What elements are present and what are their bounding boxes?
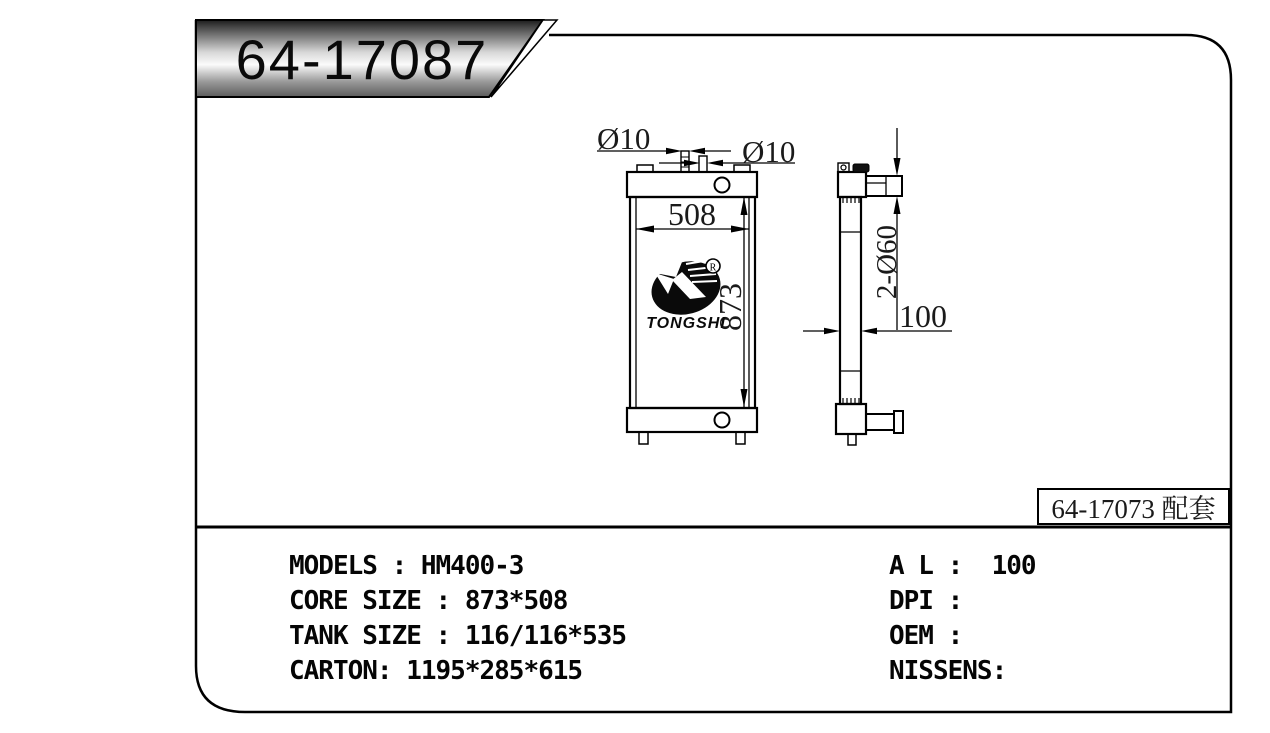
dim-label-pipes: 2-Ø60 (871, 224, 903, 300)
front-bottom-cap (715, 413, 730, 428)
side-top-cap-left (838, 163, 849, 172)
side-bottom-tank (836, 404, 866, 434)
front-inlet-pipe-right (699, 156, 707, 172)
dim-label-depth: 100 (899, 298, 947, 334)
side-core (840, 197, 861, 404)
front-leg-left (639, 432, 648, 444)
spec-column-left (289, 549, 626, 689)
registered-trademark-icon (706, 259, 720, 274)
front-bottom-tank (627, 408, 757, 432)
dim-label-core-width: 508 (668, 196, 716, 232)
front-filler-cap (715, 178, 730, 193)
part-number-title: 64-17087 (235, 27, 489, 91)
spec-carton: CARTON: 1195*285*615 (289, 656, 583, 686)
dim-label-core-height: 873 (712, 283, 748, 331)
spec-tank-size: TANK SIZE : 116/116*535 (289, 621, 627, 651)
spec-dpi: DPI : (889, 586, 977, 616)
radiator-side-view (836, 163, 903, 445)
spec-nissens: NISSENS: (889, 656, 1007, 686)
spec-models: MODELS : HM400-3 (289, 551, 524, 581)
side-top-tank (838, 172, 866, 197)
side-bottom-pipe (866, 414, 894, 430)
tongshi-logo (645, 254, 726, 332)
spec-column-right (889, 549, 1036, 689)
spec-al: A L : 100 (889, 551, 1036, 581)
front-leg-right (736, 432, 745, 444)
side-filler-cap (853, 164, 869, 172)
svg-text:R: R (709, 262, 717, 274)
side-bottom-pipe-flange (894, 411, 903, 433)
dim-label-inlet-left: Ø10 (597, 121, 651, 156)
logo-brand-text: TONGSHI (646, 315, 726, 332)
front-top-tank (627, 172, 757, 197)
spec-oem: OEM : (889, 621, 977, 651)
dim-label-inlet-right: Ø10 (742, 134, 796, 169)
side-top-pipe (866, 176, 902, 196)
side-bottom-stub (848, 434, 856, 445)
related-part-box: 64-17073 配套 (1037, 488, 1230, 525)
side-view-dimensions (803, 128, 952, 334)
spec-core-size: CORE SIZE : 873*508 (289, 586, 568, 616)
